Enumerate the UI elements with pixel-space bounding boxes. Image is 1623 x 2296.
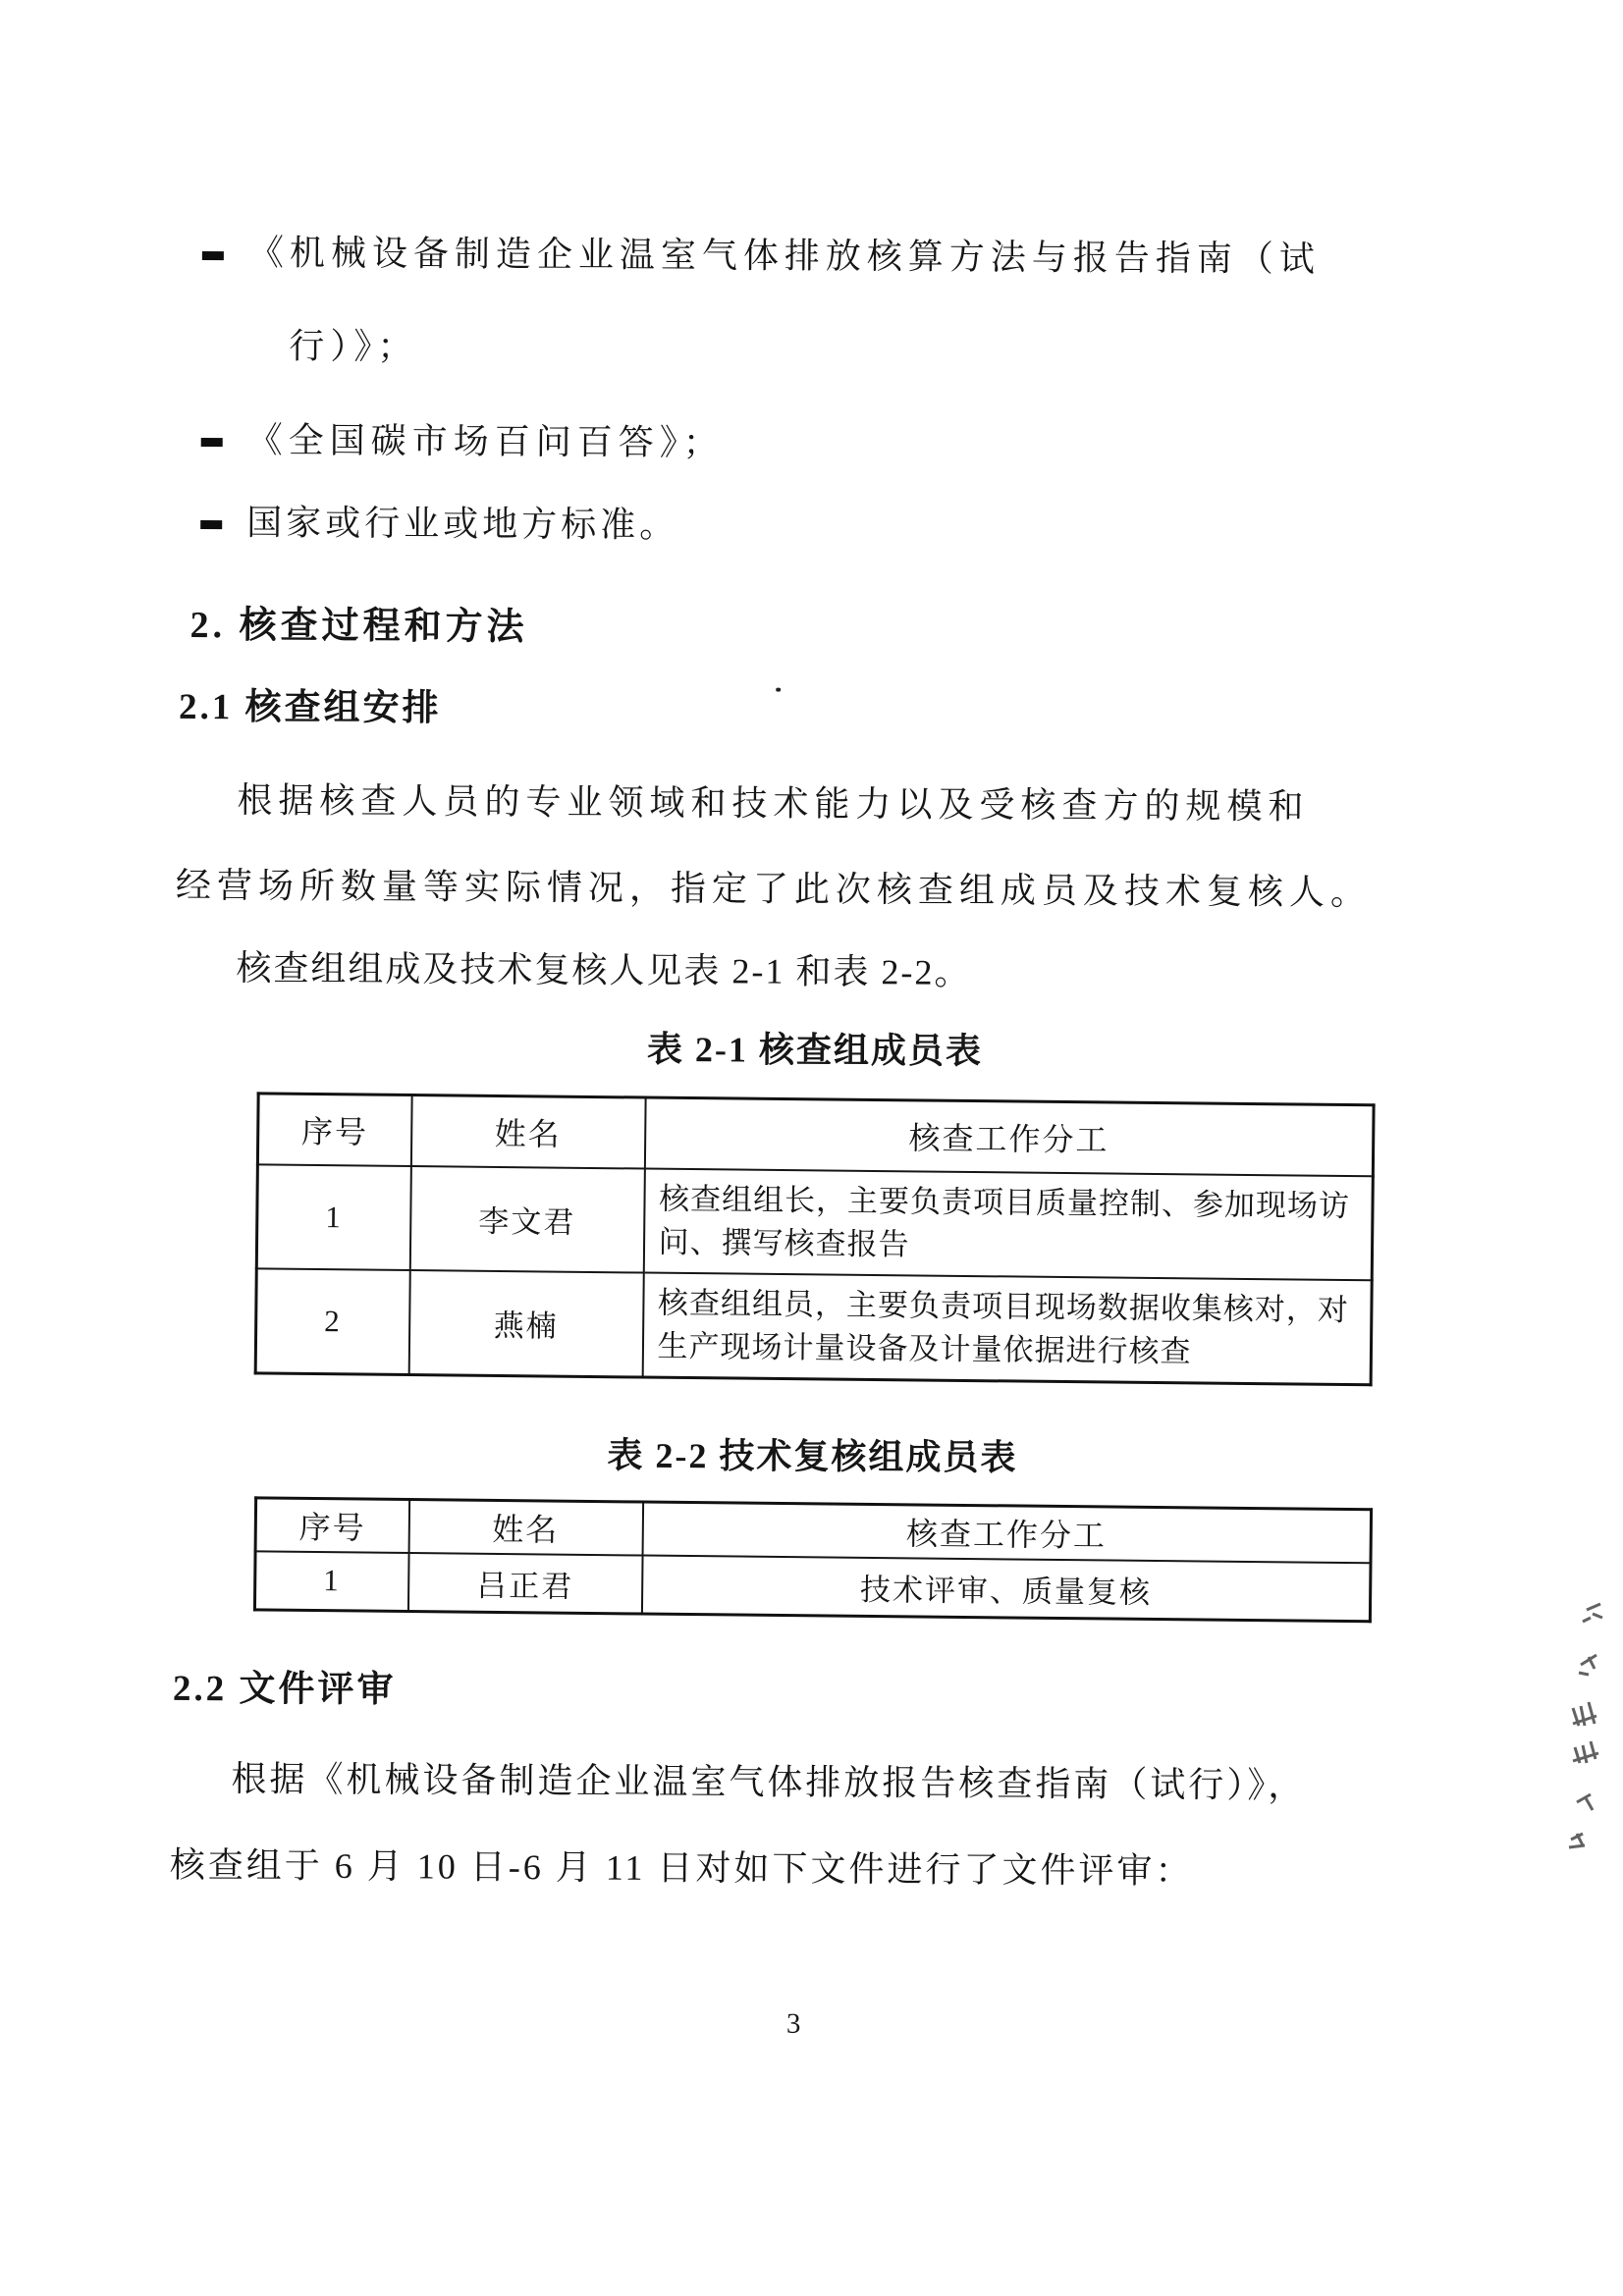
section-2-1-paragraph-1-line-2: 经营场所数量等实际情况，指定了此次核查组成员及技术复核人。 (175, 865, 1373, 913)
section-2-1-paragraph-1-line-1: 根据核查人员的专业领域和技术能力以及受核查方的规模和 (237, 780, 1310, 827)
cell-no: 1 (256, 1164, 410, 1270)
section-2-2-paragraph-1-line-2: 核查组于 6 月 10 日-6 月 11 日对如下文件进行了文件评审： (169, 1844, 1194, 1892)
table-row (255, 1268, 1372, 1384)
column-header-no: 序号 (255, 1498, 409, 1553)
table-2-2 (253, 1496, 1373, 1623)
column-header-name: 姓名 (410, 1095, 645, 1168)
table-row (254, 1551, 1371, 1622)
cell-name: 吕正君 (407, 1553, 642, 1614)
cell-name: 李文君 (409, 1166, 644, 1273)
bullet-dash-icon (200, 520, 222, 529)
cell-name: 燕楠 (408, 1270, 643, 1377)
column-header-duty: 核查工作分工 (642, 1502, 1372, 1563)
reference-item-3: 国家或行业或地方标准。 (246, 503, 679, 546)
column-header-duty: 核查工作分工 (644, 1097, 1374, 1176)
cell-no: 1 (254, 1551, 408, 1612)
page-number: 3 (785, 2007, 801, 2040)
section-2-heading: 2. 核查过程和方法 (189, 604, 528, 649)
cell-no: 2 (255, 1268, 409, 1374)
bullet-dash-icon (202, 251, 224, 260)
column-header-no: 序号 (257, 1094, 411, 1166)
section-2-1-heading: 2.1 核查组安排 (178, 686, 442, 729)
section-2-2-paragraph-1-line-1: 根据《机械设备制造企业温室气体排放报告核查指南（试行）》， (231, 1759, 1307, 1805)
section-2-2-heading: 2.2 文件评审 (172, 1668, 397, 1711)
section-2-1-paragraph-2: 核查组组成及技术复核人见表 2-1 和表 2-2。 (236, 948, 972, 992)
table-2-1-title: 表 2-1 核查组成员表 (646, 1029, 984, 1071)
scan-speck (776, 688, 781, 692)
cell-duty: 核查组组员，主要负责项目现场数据收集核对，对生产现场计量设备及计量依据进行核查 (642, 1272, 1372, 1384)
reference-item-1-line-2: 行）》； (289, 326, 419, 367)
table-2-2-title: 表 2-2 技术复核组成员表 (607, 1435, 1018, 1478)
column-header-name: 姓名 (408, 1500, 643, 1555)
table-2-1-header-row (257, 1094, 1374, 1176)
scan-artifact-marks (1559, 1600, 1620, 1885)
reference-item-1-line-1: 《机械设备制造企业温室气体排放核算方法与报告指南（试 (247, 233, 1322, 279)
table-row (256, 1164, 1373, 1280)
reference-item-2: 《全国碳市场百问百答》； (246, 420, 725, 463)
table-2-1 (254, 1092, 1376, 1385)
cell-duty: 核查组组长，主要负责项目质量控制、参加现场访问、撰写核查报告 (643, 1168, 1373, 1280)
cell-duty: 技术评审、质量复核 (641, 1555, 1371, 1622)
bullet-dash-icon (201, 438, 223, 447)
